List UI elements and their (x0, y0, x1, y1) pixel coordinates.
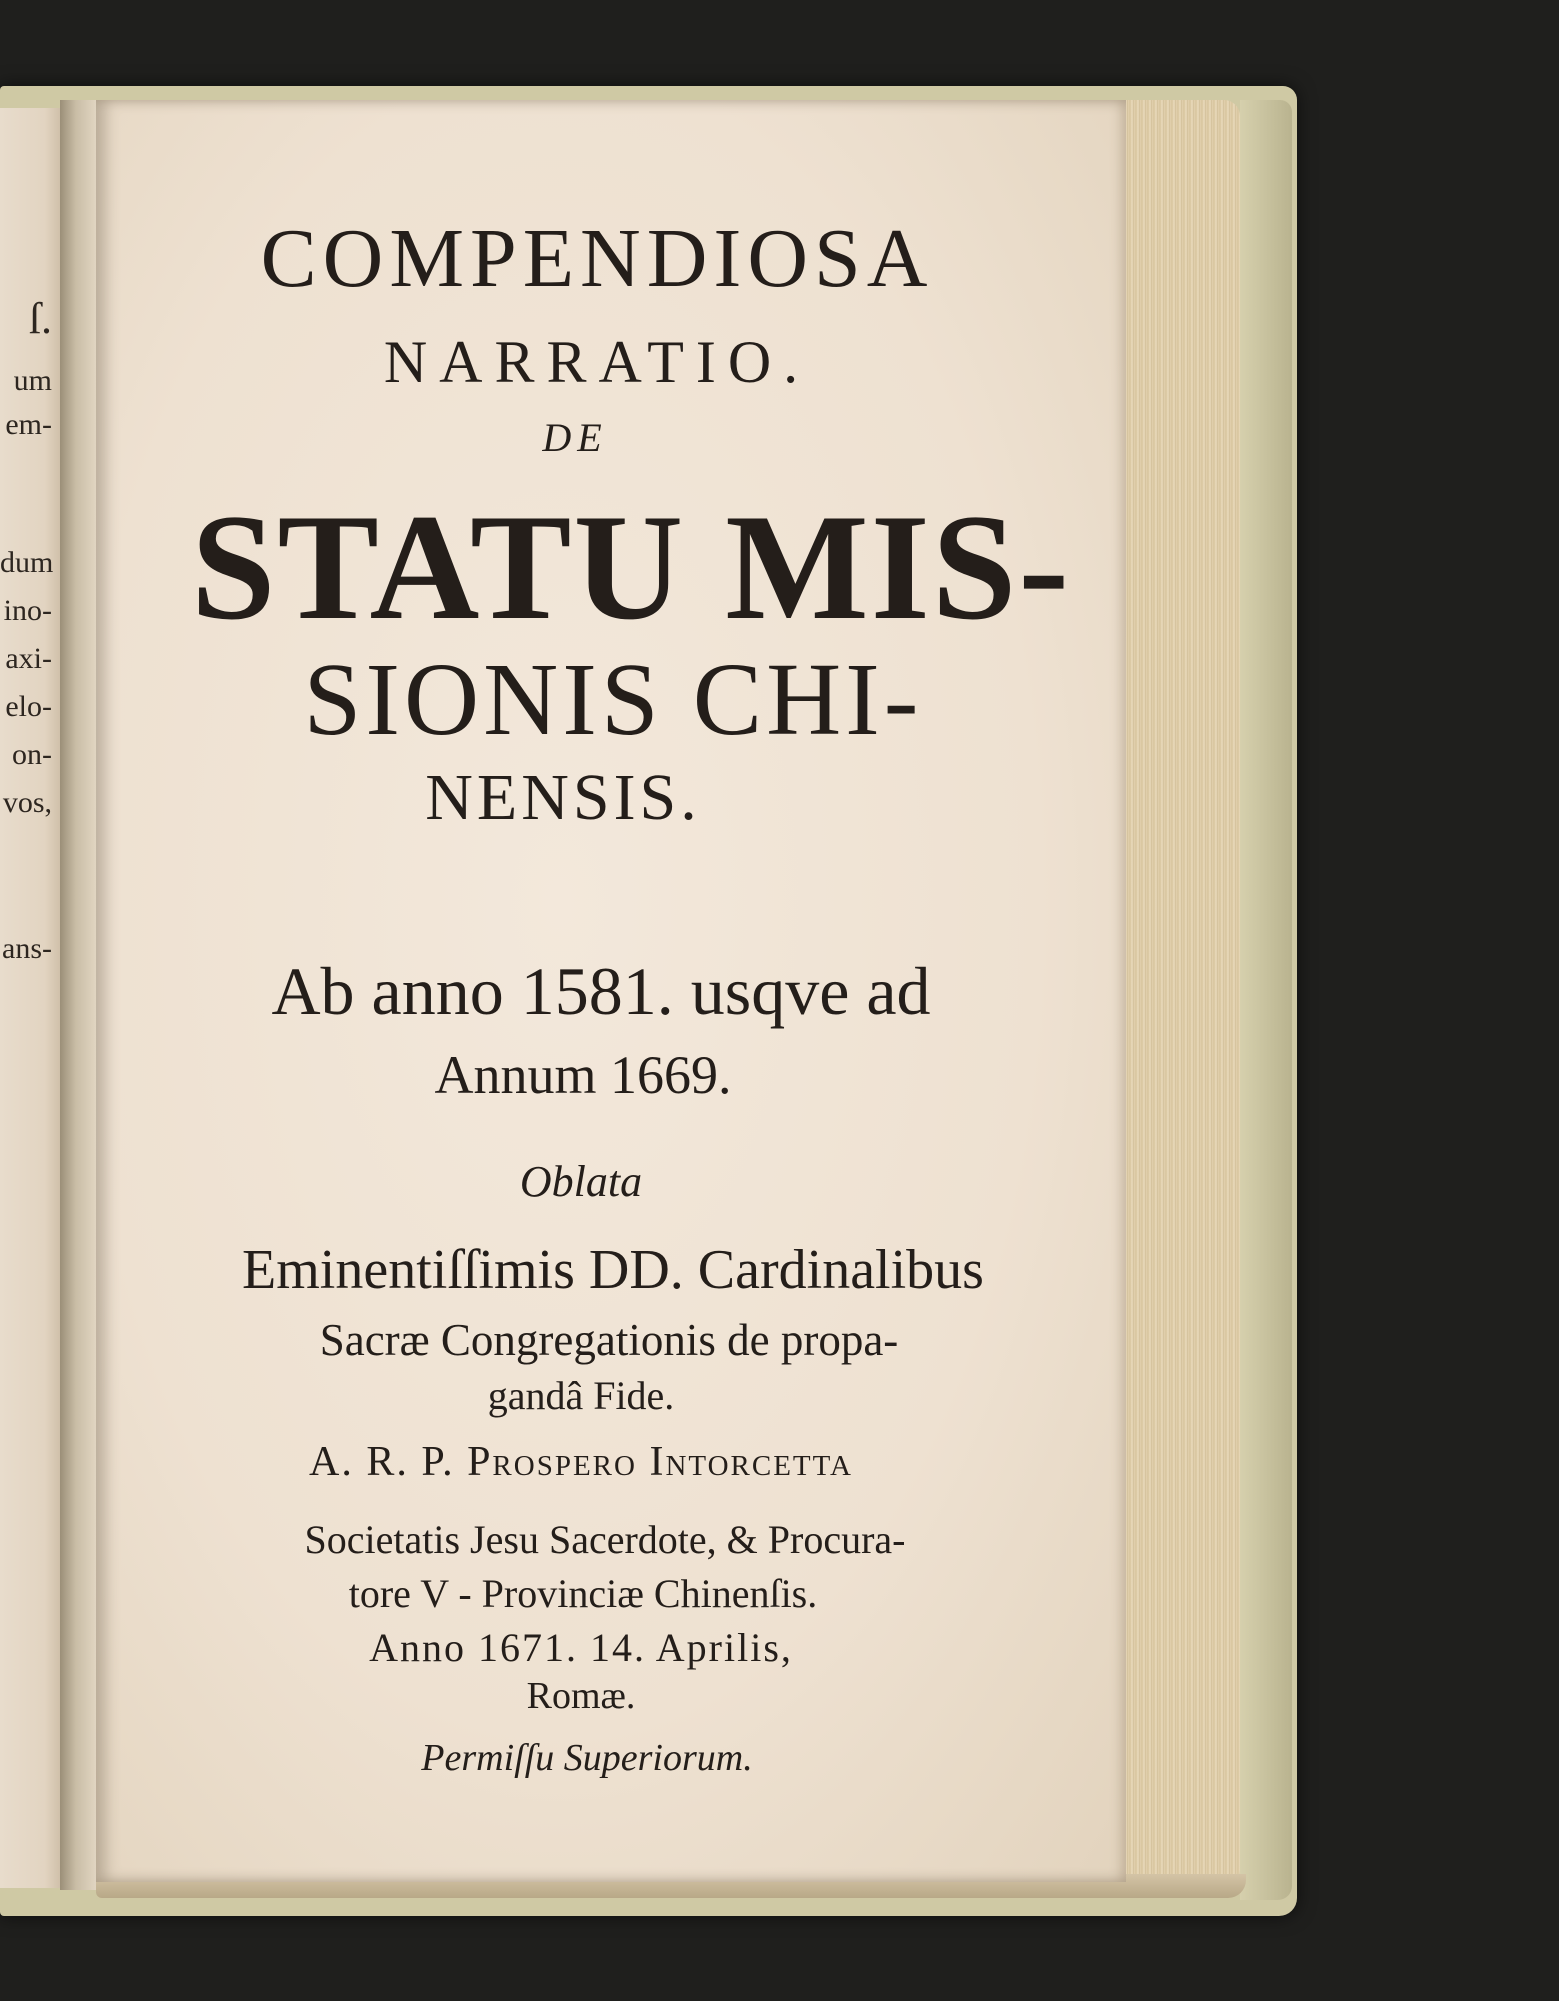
left-page-line: elo- (5, 690, 52, 723)
title-line-sionis-chi: SIONIS CHI- (303, 642, 923, 757)
left-page-line: on- (12, 738, 52, 771)
left-page (0, 108, 64, 1888)
title-line-date: Anno 1671. 14. Aprilis, (369, 1625, 793, 1670)
page-edges (1110, 100, 1240, 1890)
title-line-romae: Romæ. (526, 1675, 636, 1717)
left-page-line: ino- (3, 594, 52, 627)
left-page-line: axi- (5, 642, 52, 675)
title-line-nensis: NENSIS. (425, 761, 701, 834)
title-line-statu-mis: STATU MIS- (190, 483, 1072, 651)
title-line-oblata: Oblata (519, 1157, 643, 1206)
title-line-compendiosa: COMPENDIOSA (260, 212, 934, 305)
title-line-permissu: Permiſſu Superiorum. (421, 1737, 753, 1779)
title-line-sacrae: Sacræ Congregationis de propa- (319, 1315, 899, 1365)
left-page-line: ans- (2, 932, 52, 965)
title-line-de: DE (542, 415, 608, 460)
left-page-line: um (13, 364, 52, 397)
title-line-eminentissimis: Eminentiſſimis DD. Cardinalibus (242, 1239, 984, 1301)
title-line-societatis: Societatis Jesu Sacerdote, & Procura- (304, 1517, 906, 1562)
title-line-narratio: NARRATIO. (383, 329, 811, 395)
cover-edge (1240, 100, 1292, 1900)
left-page-line: dum (0, 546, 54, 579)
title-line-ab-anno: Ab anno 1581. usqve ad (271, 953, 931, 1029)
left-page-line: em- (5, 408, 52, 441)
left-page-line: vos, (2, 786, 52, 819)
left-page-line: ſ. (28, 294, 52, 343)
title-line-procuratore: tore V - Provinciæ Chinenſis. (348, 1571, 818, 1616)
title-line-propaganda: gandâ Fide. (487, 1373, 675, 1418)
title-page (96, 100, 1126, 1882)
title-line-annum: Annum 1669. (434, 1045, 732, 1105)
title-line-author: A. R. P. Prospero Intorcetta (309, 1439, 853, 1485)
